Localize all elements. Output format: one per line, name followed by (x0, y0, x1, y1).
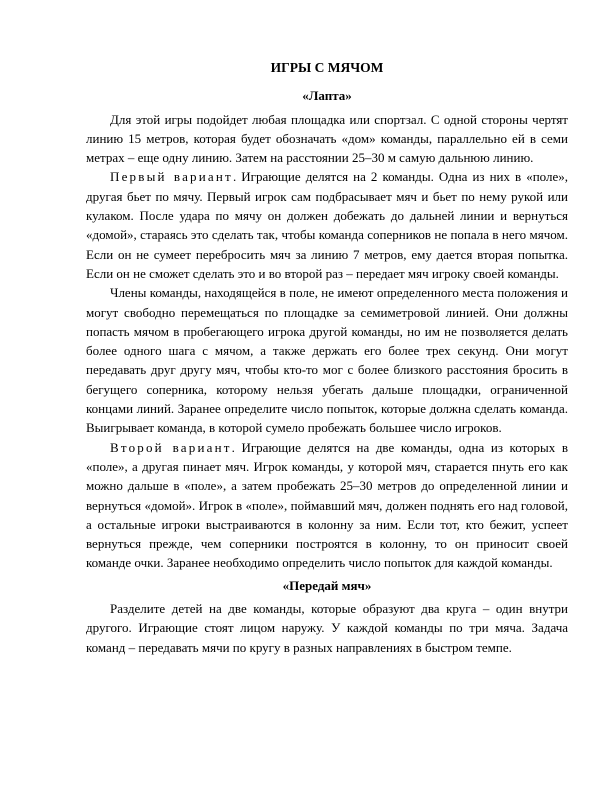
document-title: ИГРЫ С МЯЧОМ (270, 60, 384, 75)
paragraph-intro: Для этой игры подойдет любая площадка или спортзал. С одной стороны чертят линию 15 метров, которая будет обозначать «дом» команды, параллельно ей в семи метрах – еще одну линию. Затем на расстоянии 25–30 м самую дальнюю линию. (86, 111, 568, 166)
variant-one-text: . Играющие делятся на 2 команды. Одна из них в «поле», другая бьет по мячу. Первый игрок сам подбрасывает мяч и бьет по нему рукой или кулаком. После удара по мячу он должен добежать до дальней линии и вернуться «домой», стараясь это сделать так, чтобы команда соперников не попала в него мячом. Если он не сумеет перебросить мяч за линию 7 метров, ему дается вторая попытка. Если он не сможет сделать это и во второй раз – передает мяч игроку своей команды. (86, 169, 569, 281)
variant-one-lead: Первый вариант (110, 169, 233, 185)
paragraph-variant-two (86, 438, 568, 573)
variant-two-lead: Второй вариант (110, 439, 232, 455)
section-heading-lapta: «Лапта» (302, 88, 352, 104)
variant-two-text: . Играющие делятся на две команды, одна из которых в «поле», а другая пинает мяч. Игрок команды, у которой мяч, старается пнуть его как можно дальше в «поле», а затем пробежать 25–30 метров до определенной линии и вернуться «домой». Игрок в «поле», поймавший мяч, должен поднять его над головой, а остальные игроки выстраиваются в колонну за ним. Если тот, кто бежит, успеет вернуться прежде, чем соперники построятся в колонну, то он приносит своей команде очки. Заранее необходимо определить число попыток для каждой команды. (86, 439, 568, 571)
section-heading-pass-ball: «Передай мяч» (282, 577, 372, 593)
paragraph-field-team-rules: Члены команды, находящейся в поле, не имеют определенного места положения и могут свободно перемещаться по площадке за семиметровой линией. Они должны попасть мячом в пробегающего игрока другой команды, но им не позволяется делать более одного шага с мячом, а также держать его более трех секунд. Они могут передавать друг другу мяч, чтобы кто-то мог с более близкого расстояния бросить в бегущего соперника, которому нельзя убегать дальше площадки, ограниченной концами линий. Заранее определите число попыток, которые должна сделать команда. Выигрывает команда, в которой сумело пробежать большее число игроков. (86, 285, 568, 436)
document-page (86, 58, 568, 657)
paragraph-variant-one (86, 167, 568, 283)
paragraph-pass-ball: Разделите детей на две команды, которые образуют два круга – один внутри другого. Играющие стоят лицом наружу. У каждой команды по три мяча. Задача команд – передавать мячи по кругу в разных направлениях в быстром темпе. (86, 601, 568, 655)
